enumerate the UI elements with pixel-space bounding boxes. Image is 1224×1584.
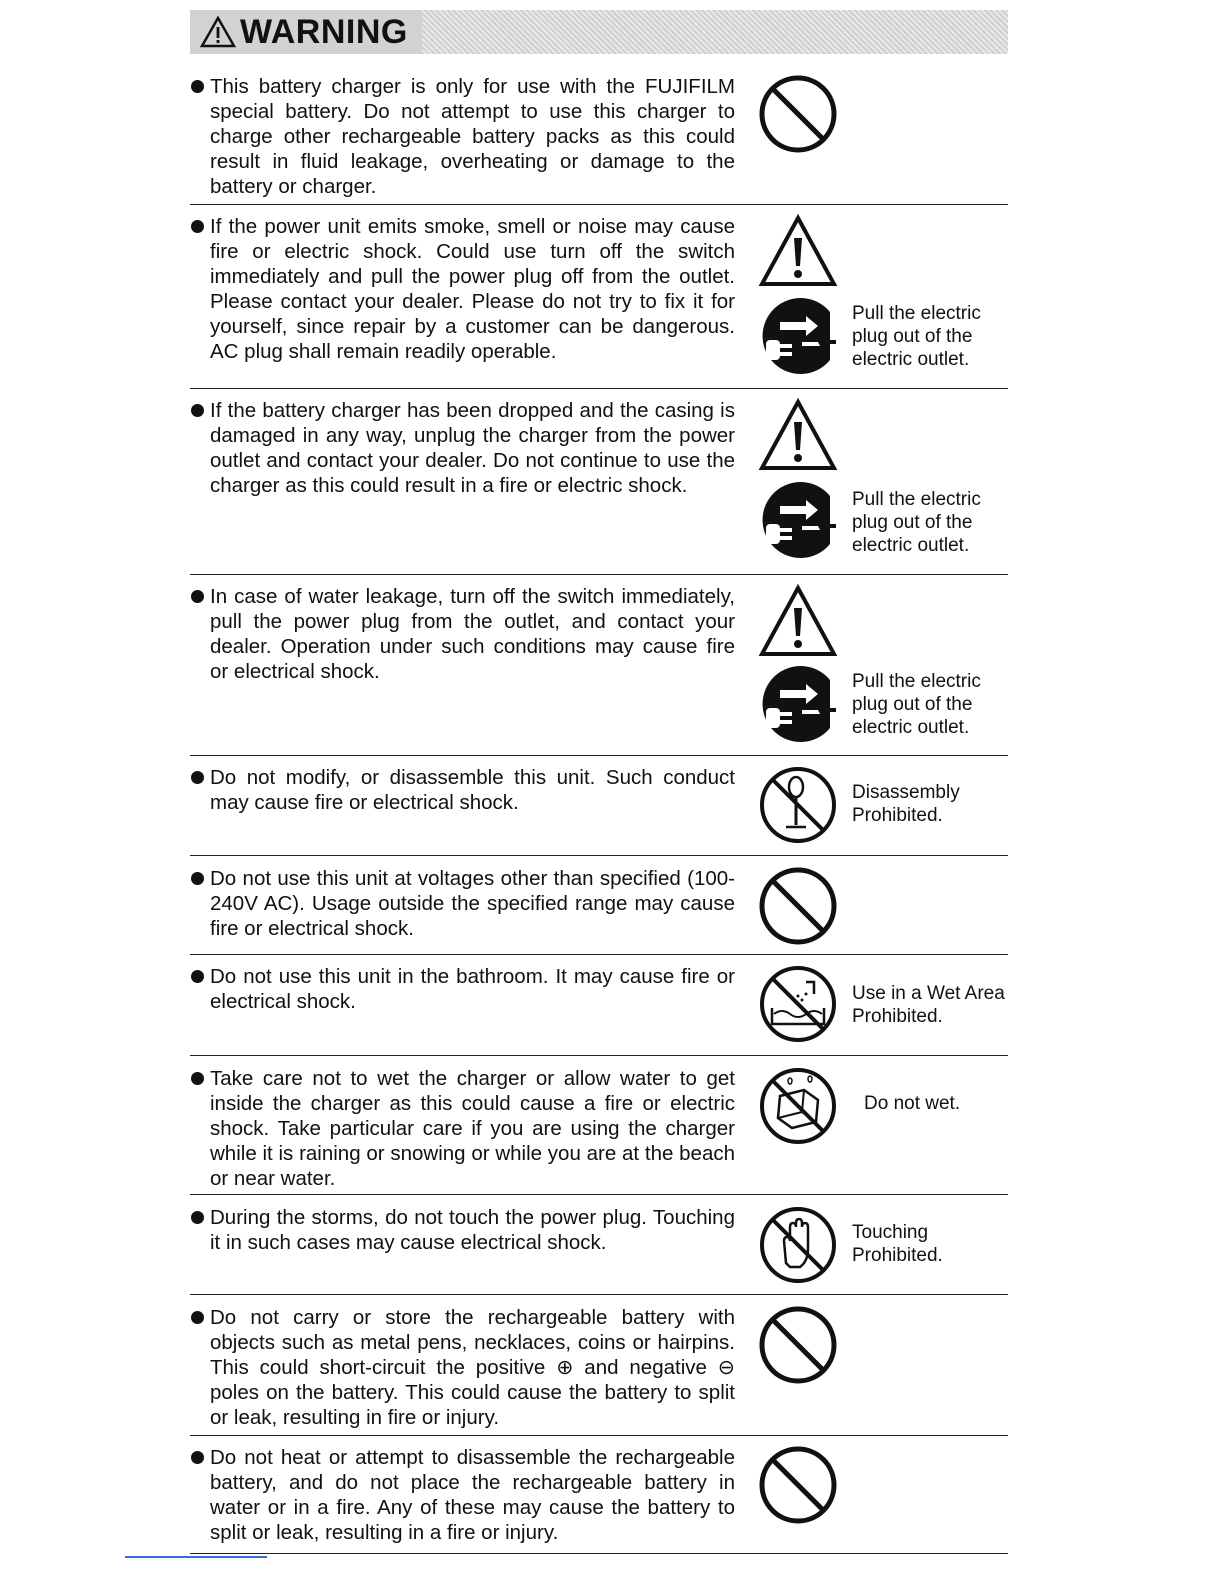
icon-caption: Do not wet. — [864, 1093, 961, 1114]
warning-title: WARNING — [240, 12, 408, 51]
warning-item-text: In case of water leakage, turn off the switch immediately, pull the power plug from the outlet, and contact your dealer. Operation under such conditions may cause fire or electrical shock. — [190, 584, 735, 684]
caution-icon — [758, 398, 838, 478]
unplug-icon — [758, 664, 838, 744]
bullet-icon — [191, 80, 204, 93]
icon-caption: Pull the electric plug out of the electric outlet. — [852, 303, 981, 370]
warning-item-text: If the battery charger has been dropped and the casing is damaged in any way, unplug the charger from the power outlet and contact your dealer. Do not continue to use the charger as this could result in a fire or electric shock. — [190, 398, 735, 498]
warning-banner-label — [190, 10, 422, 54]
no-disassembly-icon — [758, 765, 838, 845]
icon-caption: Disassembly Prohibited. — [852, 782, 960, 826]
page-edge-mark — [125, 1556, 267, 1558]
bullet-icon — [191, 220, 204, 233]
icon-caption: Touching Prohibited. — [852, 1222, 943, 1266]
bullet-icon — [191, 872, 204, 885]
warning-item-text: Do not heat or attempt to disassemble the rechargeable battery, and do not place the rechargeable battery in water or in a fire. Any of these may cause the battery to split or leak, resulting in a fire or injury. — [190, 1445, 735, 1545]
warning-item — [190, 1066, 1008, 1195]
warning-item-text: If the power unit emits smoke, smell or noise may cause fire or electric shock. Could use turn off the switch immediately and pull the power plug off from the outlet. Please contact your dealer. Please do not try to fix it for yourself, since repair by a customer can be dangerous. AC plug shall remain readily operable. — [190, 214, 735, 364]
warning-item — [190, 964, 1008, 1056]
bullet-icon — [191, 771, 204, 784]
bullet-icon — [191, 404, 204, 417]
unplug-icon — [758, 480, 838, 560]
warning-item — [190, 74, 1008, 205]
icon-caption: Use in a Wet Area Prohibited. — [852, 983, 1005, 1027]
icon-caption: Pull the electric plug out of the electric outlet. — [852, 671, 981, 738]
bullet-icon — [191, 590, 204, 603]
bullet-icon — [191, 1451, 204, 1464]
bullet-icon — [191, 1072, 204, 1085]
bullet-icon — [191, 970, 204, 983]
caution-icon — [758, 584, 838, 664]
do-not-wet-icon — [758, 1066, 838, 1146]
bullet-icon — [191, 1211, 204, 1224]
warning-item — [190, 1305, 1008, 1436]
no-touch-icon — [758, 1205, 838, 1285]
warning-item — [190, 214, 1008, 389]
warning-banner — [190, 10, 1008, 54]
bullet-icon — [191, 1311, 204, 1324]
unplug-icon — [758, 296, 838, 376]
no-wet-area-icon — [758, 964, 838, 1044]
prohibited-icon — [758, 1305, 838, 1385]
warning-item-text: Do not use this unit at voltages other than specified (100-240V AC). Usage outside the specified range may cause fire or electrical shock. — [190, 866, 735, 941]
warning-item — [190, 1205, 1008, 1295]
warning-item-text: Do not use this unit in the bathroom. It may cause fire or electrical shock. — [190, 964, 735, 1014]
warning-item-text: Take care not to wet the charger or allow water to get inside the charger as this could cause a fire or electric shock. Take particular care if you are using the charger while it is raining or snowing or while you are at the beach or near water. — [190, 1066, 735, 1191]
prohibited-icon — [758, 1445, 838, 1525]
warning-item — [190, 866, 1008, 955]
warning-item-text: Do not carry or store the rechargeable battery with objects such as metal pens, necklaces, coins or hairpins. This could short-circuit the positive ⊕ and negative ⊖ poles on the battery. This could cause the battery to split or leak, resulting in fire or injury. — [190, 1305, 735, 1430]
warning-item-text: Do not modify, or disassemble this unit. Such conduct may cause fire or electrical shock. — [190, 765, 735, 815]
prohibited-icon — [758, 74, 838, 154]
warning-item — [190, 765, 1008, 856]
warning-triangle-icon — [200, 16, 236, 48]
caution-icon — [758, 214, 838, 294]
warning-item-text: During the storms, do not touch the power plug. Touching it in such cases may cause electrical shock. — [190, 1205, 735, 1255]
prohibited-icon — [758, 866, 838, 946]
warning-item — [190, 1445, 1008, 1554]
warning-item-text: This battery charger is only for use with the FUJIFILM special battery. Do not attempt to use this charger to charge other rechargeable battery packs as this could result in fluid leakage, overheating or damage to the battery or charger. — [190, 74, 735, 199]
warning-item — [190, 584, 1008, 756]
icon-caption: Pull the electric plug out of the electric outlet. — [852, 489, 981, 556]
warning-item — [190, 398, 1008, 575]
